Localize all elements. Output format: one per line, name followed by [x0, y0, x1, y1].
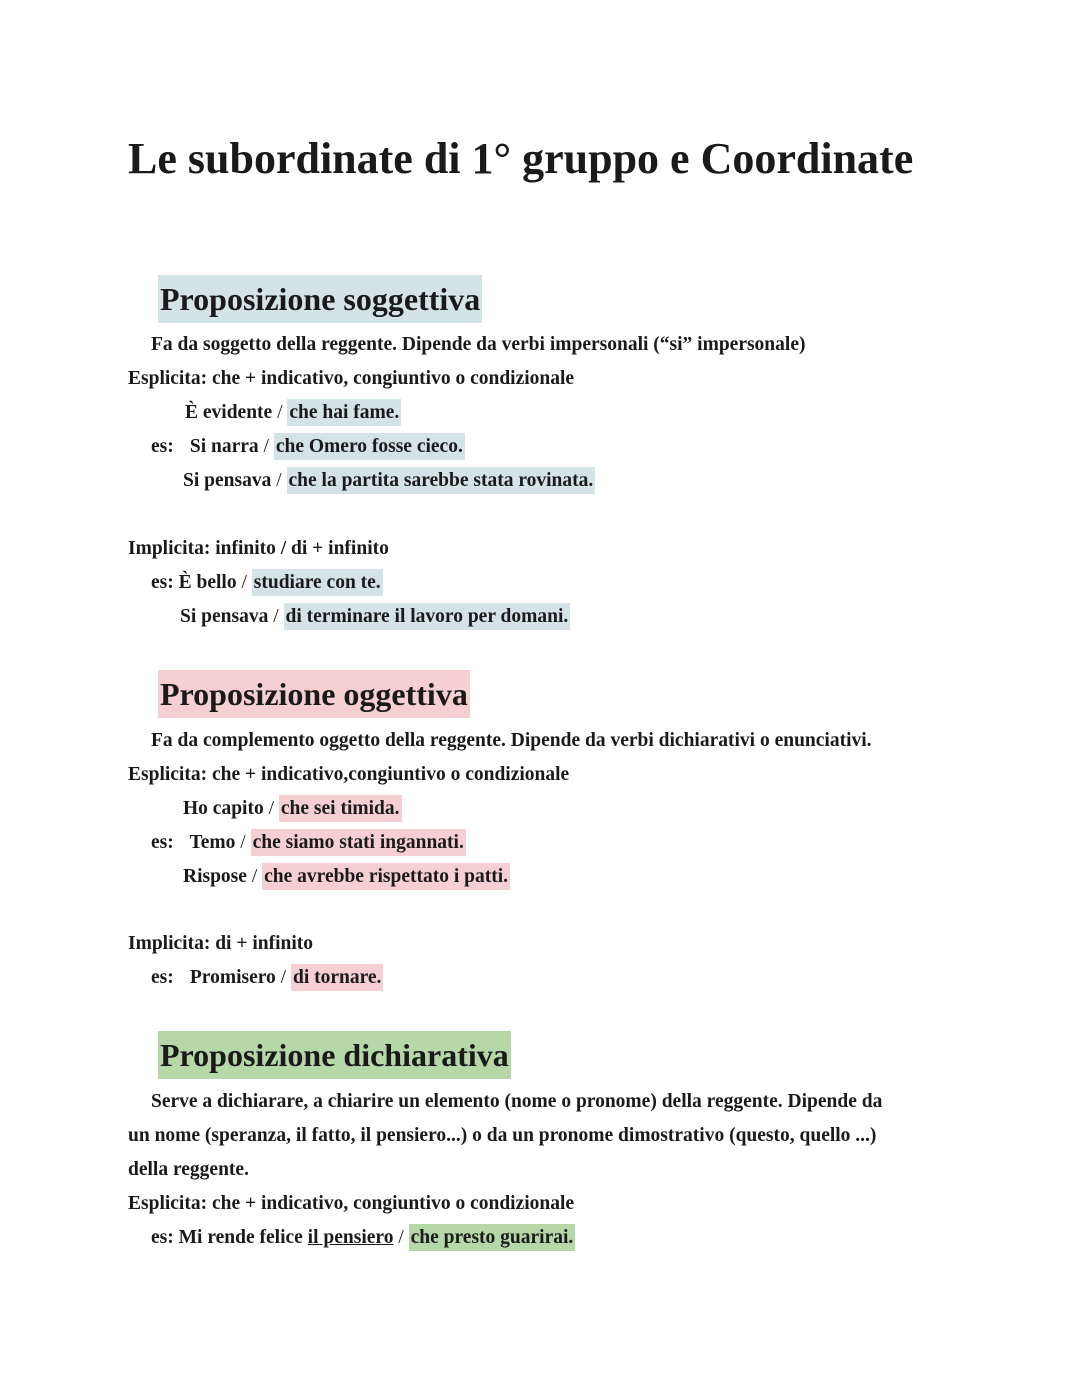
soggettiva-example-3	[183, 466, 595, 496]
soggettiva-implicita-example-2	[180, 602, 570, 632]
oggettiva-implicita: Implicita: di + infinito	[128, 933, 314, 954]
separator: /	[280, 967, 287, 988]
oggettiva-example-2	[151, 828, 466, 858]
soggettiva-description: Fa da soggetto della reggente. Dipende da verbi impersonali (“si” impersonale)	[151, 334, 806, 355]
example-subordinate: che sei timida.	[279, 795, 402, 822]
soggettiva-implicita-example-1	[151, 568, 383, 598]
soggettiva-example-2	[151, 432, 465, 462]
es-label: es:	[151, 436, 174, 457]
es-label: es:	[151, 967, 174, 988]
dichiarativa-description-line-3: della reggente.	[128, 1159, 249, 1180]
example-subordinate: che la partita sarebbe stata rovinata.	[287, 467, 596, 494]
example-main: Promisero	[189, 967, 276, 988]
example-subordinate: che avrebbe rispettato i patti.	[262, 863, 510, 890]
example-main: È evidente	[185, 402, 273, 423]
oggettiva-heading: Proposizione oggettiva	[158, 670, 470, 718]
example-main: Si pensava	[180, 606, 269, 627]
example-underlined-noun: il pensiero	[307, 1227, 394, 1248]
example-subordinate: che presto guarirai.	[409, 1224, 576, 1251]
oggettiva-description: Fa da complemento oggetto della reggente. Dipende da verbi dichiarativi o enunciativi.	[151, 730, 872, 751]
oggettiva-example-3	[183, 862, 510, 892]
example-subordinate: di terminare il lavoro per domani.	[284, 603, 571, 630]
separator: /	[240, 832, 246, 853]
soggettiva-example-1	[185, 398, 401, 428]
soggettiva-esplicita: Esplicita: che + indicativo, congiuntivo o condizionale	[128, 368, 575, 389]
separator: /	[398, 1227, 404, 1248]
separator: /	[277, 402, 283, 423]
example-subordinate: che siamo stati ingannati.	[251, 829, 466, 856]
example-subordinate: che Omero fosse cieco.	[274, 433, 465, 460]
es-label: es:	[151, 1227, 174, 1248]
separator: /	[268, 798, 275, 819]
example-subordinate: che hai fame.	[287, 399, 401, 426]
example-main: Ho capito	[183, 798, 264, 819]
example-main: È bello	[178, 572, 237, 593]
dichiarativa-description-line-1: Serve a dichiarare, a chiarire un elemento (nome o pronome) della reggente. Dipende da	[151, 1091, 883, 1112]
example-main: Mi rende felice	[178, 1227, 303, 1248]
oggettiva-implicita-example-1	[151, 963, 383, 993]
separator: /	[276, 470, 282, 491]
es-label: es:	[151, 572, 174, 593]
separator: /	[263, 436, 269, 457]
dichiarativa-esplicita: Esplicita: che + indicativo, congiuntivo o condizionale	[128, 1193, 575, 1214]
separator: /	[241, 572, 247, 593]
example-subordinate: di tornare.	[291, 964, 383, 991]
dichiarativa-description-line-2: un nome (speranza, il fatto, il pensiero...) o da un pronome dimostrativo (questo, quello ...)	[128, 1125, 877, 1146]
separator: /	[273, 606, 279, 627]
oggettiva-esplicita: Esplicita: che + indicativo,congiuntivo o condizionale	[128, 764, 570, 785]
oggettiva-example-1	[183, 794, 402, 824]
example-main: Si narra	[189, 436, 259, 457]
example-subordinate: studiare con te.	[252, 569, 383, 596]
dichiarativa-heading: Proposizione dichiarativa	[158, 1031, 511, 1079]
es-label: es:	[151, 832, 174, 853]
separator: /	[251, 866, 258, 887]
dichiarativa-example	[151, 1223, 575, 1253]
soggettiva-implicita: Implicita: infinito / di + infinito	[128, 538, 389, 559]
soggettiva-heading: Proposizione soggettiva	[158, 275, 482, 323]
example-main: Si pensava	[183, 470, 272, 491]
example-main: Temo	[189, 832, 236, 853]
page-title: Le subordinate di 1° gruppo e Coordinate	[128, 134, 914, 183]
example-main: Rispose	[183, 866, 247, 887]
